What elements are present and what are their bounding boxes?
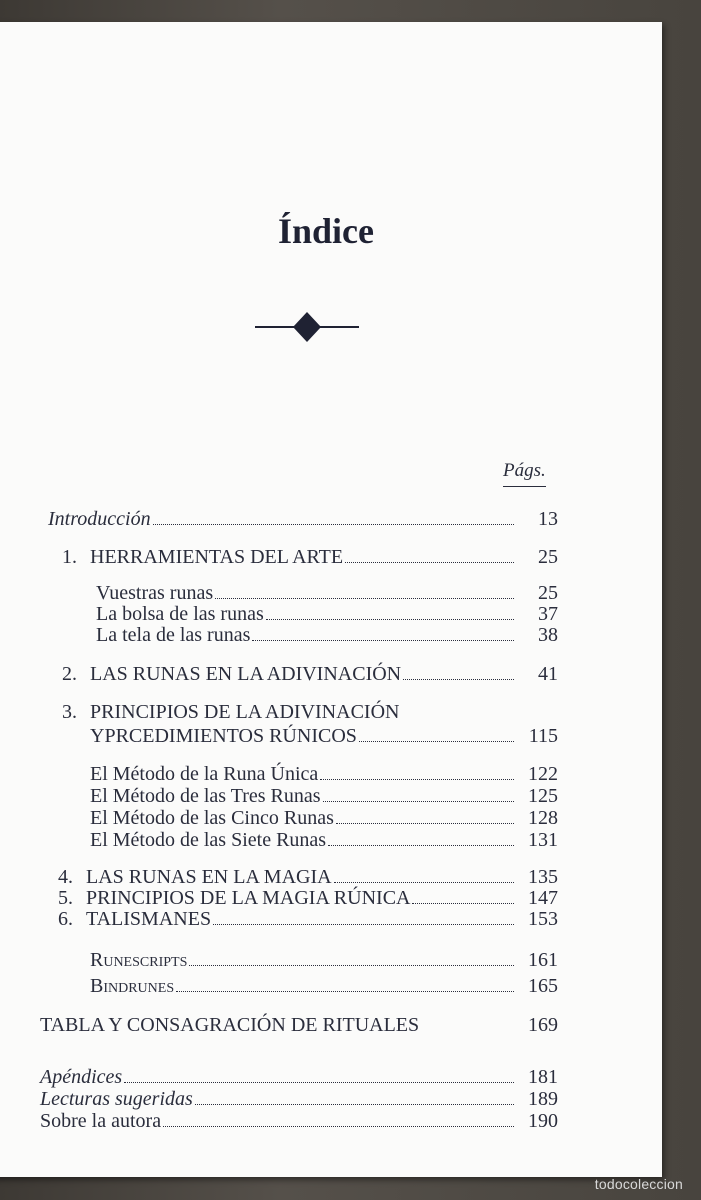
toc-entry-page: 161 <box>528 949 558 971</box>
toc-entry-page: 125 <box>528 785 558 807</box>
leader-dots <box>359 725 514 742</box>
book-page <box>0 22 662 1177</box>
toc-entry-page: 165 <box>528 975 558 997</box>
chapter-number: 1. <box>62 546 77 568</box>
leader-dots <box>336 807 514 824</box>
chapter-number: 6. <box>58 908 73 930</box>
toc-entry-runescripts[interactable] <box>90 949 558 971</box>
toc-entry-label: Lecturas sugeridas <box>40 1088 193 1110</box>
toc-entry-apendices[interactable] <box>40 1066 558 1088</box>
toc-entry-tabla-rituales[interactable] <box>40 1014 558 1036</box>
toc-entry-page: 131 <box>528 829 558 851</box>
toc-entry-label: Vuestras runas <box>96 582 214 604</box>
toc-entry-vuestras-runas[interactable] <box>96 582 558 604</box>
toc-entry-tela-runas[interactable] <box>96 624 558 646</box>
toc-entry-page: 37 <box>538 603 558 625</box>
toc-entry-chapter-2[interactable] <box>62 663 558 685</box>
leader-dots <box>266 603 514 620</box>
toc-entry-lecturas[interactable] <box>40 1088 558 1110</box>
toc-entry-runa-unica[interactable] <box>90 763 558 785</box>
toc-entry-label: TALISMANES <box>86 908 212 930</box>
leader-dots <box>323 785 514 802</box>
toc-entry-label: LAS RUNAS EN LA MAGIA <box>86 866 332 888</box>
toc-entry-label: LAS RUNAS EN LA ADIVINACIÓN <box>90 663 402 685</box>
leader-dots <box>213 908 514 925</box>
toc-entry-label: Sobre la autora <box>40 1110 162 1132</box>
toc-entry-bolsa-runas[interactable] <box>96 603 558 625</box>
toc-entry-page: 153 <box>528 908 558 930</box>
toc-entry-page: 181 <box>528 1066 558 1088</box>
leader-dots <box>153 508 514 525</box>
leader-dots <box>328 829 514 846</box>
leader-dots <box>412 887 514 904</box>
toc-entry-chapter-6[interactable] <box>58 908 558 930</box>
toc-entry-label: HERRAMIENTAS DEL ARTE <box>90 546 344 568</box>
toc-entry-label: PRINCIPIOS DE LA ADIVINACIÓN <box>90 701 400 723</box>
toc-entry-siete-runas[interactable] <box>90 829 558 851</box>
toc-entry-label: Bindrunes <box>90 975 175 997</box>
toc-entry-label: Apéndices <box>40 1066 123 1088</box>
toc-entry-label: PRINCIPIOS DE LA MAGIA RÚNICA <box>86 887 411 909</box>
leader-dots <box>195 1088 514 1105</box>
toc-entry-chapter-5[interactable] <box>58 887 558 909</box>
toc-entry-page: 122 <box>528 763 558 785</box>
toc-entry-label: Runescripts <box>90 949 188 971</box>
leader-dots <box>320 763 514 780</box>
toc-entry-page: 38 <box>538 624 558 646</box>
toc-entry-label: La tela de las runas <box>96 624 251 646</box>
pages-column-label: Págs. <box>503 460 546 487</box>
toc-entry-chapter-3-cont[interactable] <box>90 725 558 747</box>
toc-entry-page: 115 <box>528 725 558 747</box>
toc-entry-page: 128 <box>528 807 558 829</box>
toc-entry-page: 189 <box>528 1088 558 1110</box>
toc-entry-tres-runas[interactable] <box>90 785 558 807</box>
toc-entry-page: 25 <box>538 546 558 568</box>
leader-dots <box>403 663 514 680</box>
toc-entry-introduccion[interactable] <box>48 508 558 530</box>
leader-dots <box>124 1066 514 1083</box>
toc-entry-label: El Método de las Cinco Runas <box>90 807 334 829</box>
toc-entry-cinco-runas[interactable] <box>90 807 558 829</box>
toc-entry-sobre-autora[interactable] <box>40 1110 558 1132</box>
toc-entry-chapter-1[interactable] <box>62 546 558 568</box>
toc-entry-page: 147 <box>528 887 558 909</box>
leader-dots <box>176 975 514 992</box>
toc-entry-label: TABLA Y CONSAGRACIÓN DE RITUALES <box>40 1014 420 1036</box>
leader-dots <box>163 1110 514 1127</box>
leader-dots <box>252 624 514 641</box>
toc-entry-page: 41 <box>538 663 558 685</box>
toc-entry-page: 13 <box>538 508 558 530</box>
toc-entry-page: 25 <box>538 582 558 604</box>
chapter-number: 3. <box>62 701 77 723</box>
page-title: Índice <box>277 211 374 251</box>
leader-dots <box>334 866 514 883</box>
chapter-number: 5. <box>58 887 73 909</box>
chapter-number: 2. <box>62 663 77 685</box>
leader-dots <box>345 546 514 563</box>
diamond-ornament-icon <box>255 310 359 344</box>
leader-dots <box>189 949 514 966</box>
toc-entry-page: 190 <box>528 1110 558 1132</box>
toc-entry-bindrunes[interactable] <box>90 975 558 997</box>
toc-entry-page: 135 <box>528 866 558 888</box>
toc-entry-label: YPRCEDIMIENTOS RÚNICOS <box>90 725 357 747</box>
watermark: todocoleccion <box>594 1176 683 1192</box>
toc-entry-chapter-4[interactable] <box>58 866 558 888</box>
toc-entry-label: La bolsa de las runas <box>96 603 264 625</box>
toc-entry-chapter-3[interactable] <box>62 701 558 723</box>
toc-entry-label: El Método de la Runa Única <box>90 763 319 785</box>
toc-entry-label: El Método de las Siete Runas <box>90 829 327 851</box>
leader-dots <box>215 582 514 599</box>
toc-entry-label: El Método de las Tres Runas <box>90 785 321 807</box>
toc-entry-page: 169 <box>528 1014 558 1036</box>
chapter-number: 4. <box>58 866 73 888</box>
toc-entry-label: Introducción <box>48 508 151 530</box>
